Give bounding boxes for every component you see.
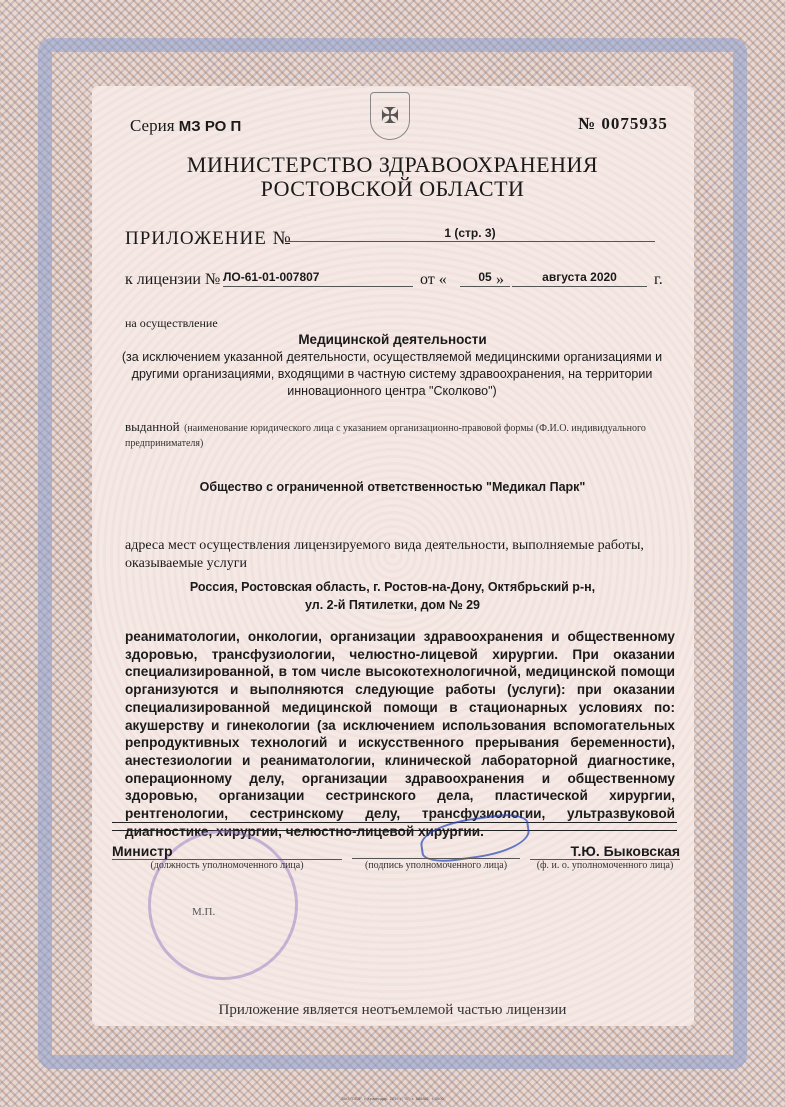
organization-name: Общество с ограниченной ответственностью "Медикал Парк" [199,480,586,494]
position-hint: (должность уполномоченного лица) [150,860,304,871]
divider-line [112,822,677,823]
license-label: к лицензии № [125,271,221,288]
number-value: 0075935 [601,114,668,133]
signatory-position: Министр [112,843,342,860]
address-label: адреса мест осуществления лицензируемого вида деятельности, выполняемые работы, оказываемые услуги [125,538,644,571]
activity-title: Медицинской деятельности [298,332,487,347]
license-month-year: августа 2020 [512,270,647,287]
footer-note: Приложение является неотъемлемой частью лицензии [218,1002,567,1018]
signature-hint: (подпись уполномоченного лица) [364,860,508,871]
issued-label: выданной [125,419,180,434]
from-label: от « [420,271,447,288]
printer-info: ЗАО "ОБФ", г. Краснодар, 2019 г., "Б", з. 588881, т. 1500 [341,1096,444,1101]
ministry-title-line1: МИНИСТЕРСТВО ЗДРАВООХРАНЕНИЯ [186,152,599,177]
series [130,116,241,136]
license-number: ЛО-61-01-007807 [223,270,413,287]
day-close: » [496,271,504,288]
form-number [578,114,668,134]
signatory-name: Т.Ю. Быковская [530,843,680,860]
activity-label: на осуществление [125,316,218,330]
series-value: МЗ РО П [178,118,242,135]
coat-of-arms-icon: ✠ [370,92,410,140]
issued-hint: (наименование юридического лица с указанием организационно-правовой формы (Ф.И.О. индивидуального предпринимателя) [125,423,646,449]
services-text: реаниматологии, онкологии, организации здравоохранения и общественному здоровью, трансфузиологии, челюстно-лицевой хирургии. При оказании специализированной, в том числе высокотехнологичной, медицинской помощи организуются и выполняются следующие работы (услуги): при оказании специализированной медицинской помощи в стационарных условиях по: акушерству и гинекологии (за исключением использования вспомогательных репродуктивных технологий и искусственного прерывания беременности), анестезиологии и реаниматологии, клинической лабораторной диагностике, операционному делу, организации здравоохранения и общественному здоровью, организации сестринского дела, пластической хирургии, рентгенологии, сестринскому делу, трансфузиологии, ультразвуковой диагностике, хирургии, челюстно-лицевой хирургии. [125,629,675,839]
appendix-label: ПРИЛОЖЕНИЕ № [125,228,292,249]
year-suffix: г. [654,271,663,288]
series-label: Серия [130,116,175,135]
address-line1: Россия, Ростовская область, г. Ростов-на-Дону, Октябрьский р-н, [189,580,596,594]
seal-label: М.П. [192,906,216,918]
license-day: 05 [460,270,510,287]
signature-line [352,858,520,859]
name-hint: (ф. и. о. уполномоченного лица) [536,860,674,871]
issued-block [125,420,680,450]
address-line2: ул. 2-й Пятилетки, дом № 29 [304,598,481,612]
ministry-title-line2: РОСТОВСКОЙ ОБЛАСТИ [260,176,525,201]
appendix-number: 1 (стр. 3) [285,226,655,242]
activity-note: (за исключением указанной деятельности, осуществляемой медицинскими организациями и другими организациями, входящими в частную систему здравоохранения, на территории инновационного центра "Сколково") [121,350,663,398]
number-label: № [578,114,597,133]
divider-line [112,830,677,831]
